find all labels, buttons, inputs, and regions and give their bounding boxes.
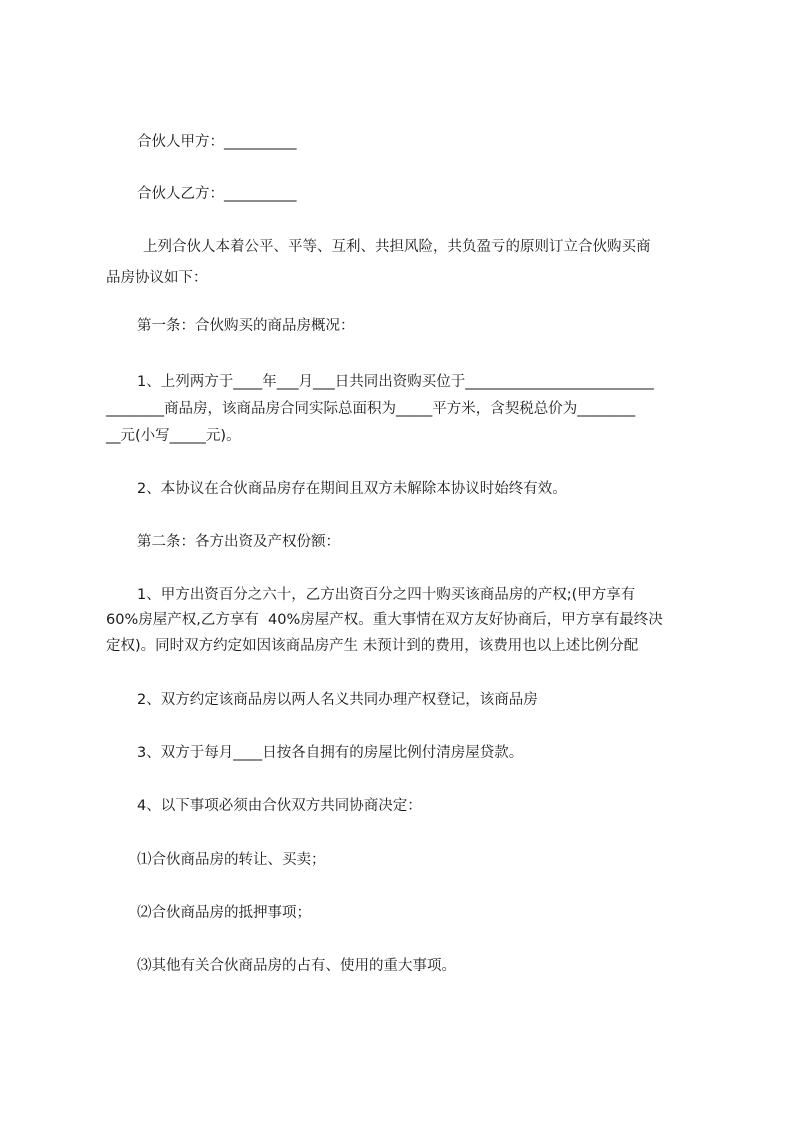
article1-clause2: 2、本协议在合伙商品房存在期间且双方未解除本协议时始终有效。 [137, 481, 567, 497]
article2-clause2: 2、双方约定该商品房以两人名义共同办理产权登记，该商品房 [137, 692, 538, 708]
list-item: ⑴合伙商品房的转让、买卖； [137, 852, 326, 868]
article2-clause1-line3: 定权)。同时双方约定如因该商品房产生 未预计到的费用，该费用也以上述比例分配 [106, 638, 639, 654]
article2-clause4: 4、以下事项必须由合伙双方共同协商决定： [137, 798, 422, 814]
article1-clause1-line1: 1、上列两方于____年___月___日共同出资购买位于__________________________ [137, 374, 654, 390]
list-item: ⑶其他有关合伙商品房的占有、使用的重大事项。 [137, 958, 456, 974]
article2-clause1-line2: 60%房屋产权,乙方享有 40%房屋产权。重大事情在双方友好协商后，甲方享有最终决 [106, 612, 663, 628]
article1-heading: 第一条：合伙购买的商品房概况： [137, 318, 355, 334]
article1-clause1-line3: __元(小写_____元)。 [106, 428, 241, 444]
article2-clause1-line1: 1、甲方出资百分之六十，乙方出资百分之四十购买该商品房的产权;(甲方享有 [137, 587, 636, 603]
article1-clause1-line2: ________商品房，该商品房合同实际总面积为_____平方米，含契税总价为________ [106, 401, 636, 417]
list-item: ⑵合伙商品房的抵押事项； [137, 905, 311, 921]
party-a-line: 合伙人甲方：__________ [137, 134, 297, 150]
intro-line-2: 品房协议如下： [106, 270, 208, 286]
intro-line-1: 上列合伙人本着公平、平等、互利、共担风险，共负盈亏的原则订立合伙购买商 [143, 239, 651, 255]
article2-clause3: 3、双方于每月____日按各自拥有的房屋比例付清房屋贷款。 [137, 745, 524, 761]
article2-heading: 第二条：各方出资及产权份额： [137, 534, 340, 550]
party-b-line: 合伙人乙方：__________ [137, 186, 297, 202]
